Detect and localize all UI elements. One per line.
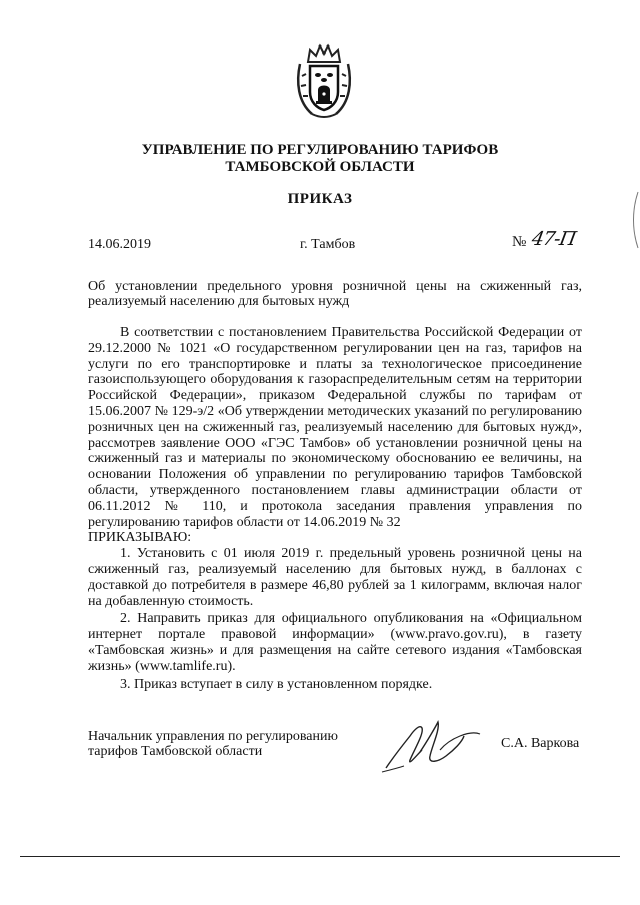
signatory-position-line1: Начальник управления по регулированию (88, 729, 338, 744)
signatory-name: С.А. Варкова (501, 736, 580, 751)
page-edge-mark (630, 190, 640, 250)
handwritten-signature-icon (380, 716, 490, 774)
signatory-position-line2: тарифов Тамбовской области (88, 744, 263, 759)
order-word: ПРИКАЗЫВАЮ: (88, 530, 192, 546)
document-number-handwritten: 47-П (530, 228, 578, 250)
order-item-2: 2. Направить приказ для официального опубликования на «Официальном интернет портале правовой информации» (www.pravo.gov.ru), в газету «Тамбовская жизнь» и для размещения на сайте сетевого издания «Тамбовская жизнь» (www.tamlife.ru). (88, 611, 582, 674)
bottom-divider (20, 856, 620, 857)
preamble-paragraph: В соответствии с постановлением Правительства Российской Федерации от 29.12.2000 № 1021 «О государственном регулировании цен на газ, тарифов на услуги по его транспортировке и платы за технологическое присоединение газоиспользующего оборудования к газораспределительным сетям на территории Российской Федерации», приказом Федеральной службы по тарифам от 15.06.2007 № 129-э/2 «Об утверждении методических указаний по регулированию розничных цен на сжиженный газ, реализуемый населению для бытовых нужд», рассмотрев заявление ООО «ГЭС Тамбов» об установлении розничной цены на сжиженный газ и материалы по экономическому обоснованию ее величины, на основании Положения об управлении по регулированию тарифов Тамбовской области, утвержденного постановлением главы администрации области от 06.11.2012 № 110, и протокола заседания правления управления по регулированию тарифов области от 14.06.2019 № 32 (88, 325, 582, 530)
document-number-label: № (512, 234, 527, 250)
document-type-title: ПРИКАЗ (287, 191, 353, 207)
coat-of-arms-icon (294, 42, 354, 120)
document-subject: Об установлении предельного уровня розничной цены на сжиженный газ, реализуемый населению для бытовых нужд (88, 279, 582, 309)
signatory-position (88, 729, 338, 759)
organization-name-line2: ТАМБОВСКОЙ ОБЛАСТИ (225, 159, 415, 175)
document-city: г. Тамбов (300, 237, 356, 252)
document-body (88, 325, 582, 692)
document-date: 14.06.2019 (88, 237, 151, 252)
organization-name-line1: УПРАВЛЕНИЕ ПО РЕГУЛИРОВАНИЮ ТАРИФОВ (141, 142, 499, 158)
order-item-3: 3. Приказ вступает в силу в установленном порядке. (120, 676, 433, 692)
order-item-1: 1. Установить с 01 июля 2019 г. предельный уровень розничной цены на сжиженный газ, реализуемый населению для бытовых нужд, в баллонах с доставкой до потребителя в размере 46,80 рублей за 1 килограмм, включая налог на добавленную стоимость. (88, 546, 582, 609)
